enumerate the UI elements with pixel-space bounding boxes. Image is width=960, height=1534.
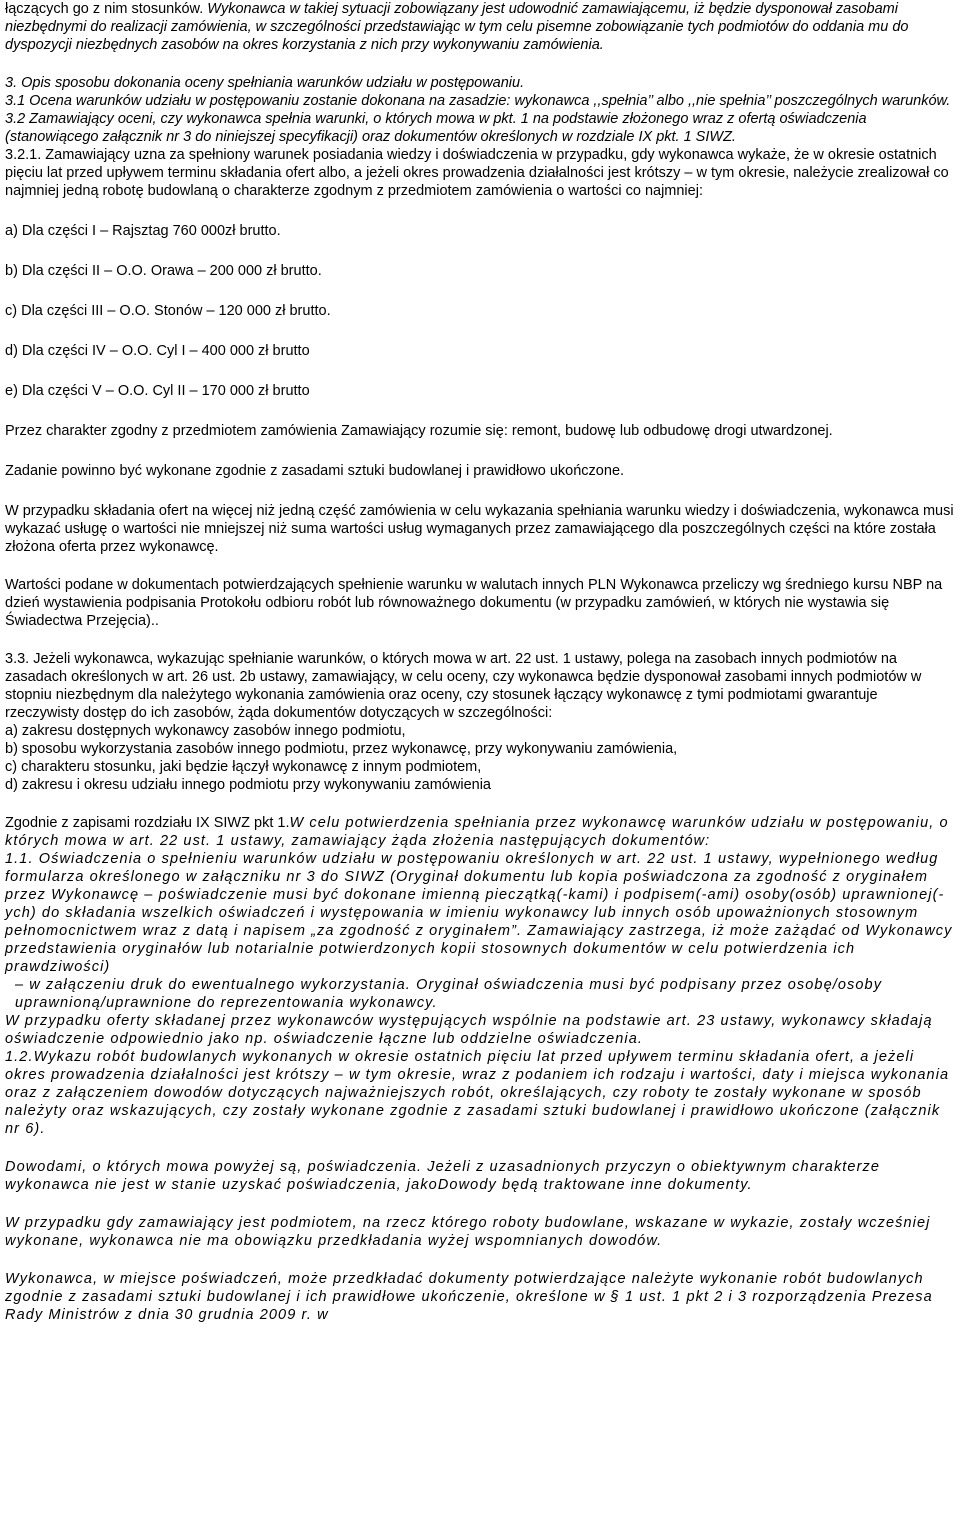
document-page bbox=[5, 0, 955, 1324]
section-3-2-text: 3.2 Zamawiający oceni, czy wykonawca spełnia warunki, o których mowa w pkt. 1 na podstawie złożonego wraz z ofertą oświadczenia (stanowiącego załącznik nr 3 do niniejszej specyfikacji) oraz dokumentów określonych w rozdziale IX pkt. 1 SIWZ. bbox=[5, 111, 867, 145]
siwz-lead-text: W celu potwierdzenia spełniania przez wykonawcę warunków udziału w postępowaniu, o których mowa w art. 22 ust. 1 ustawy, zamawiający żąda złożenia następujących dokumentów: bbox=[5, 815, 949, 849]
podmiot-paragraph: W przypadku gdy zamawiający jest podmiotem, na rzecz którego roboty budowlane, wskazane w wykazie, zostały wcześniej wykonane, wykonawca nie ma obowiązku przedkładania wyżej wspomnianych dowodów. bbox=[5, 1215, 931, 1249]
list-item: d) zakresu i okresu udziału innego podmiotu przy wykonywaniu zamówienia bbox=[5, 777, 491, 793]
section-3-3-text: 3.3. Jeżeli wykonawca, wykazując spełnianie warunków, o których mowa w art. 22 ust. 1 ustawy, polega na zasobach innych podmiotów na zasadach określonych w art. 26 ust. 2b ustawy, zamawiający, w celu oceny, czy wykonawca będzie dysponował zasobami innych podmiotów w stopniu niezbędnym dla należytego wykonania zamówienia oraz oceny, czy stosunek łączący wykonawcę z tymi podmiotami gwarantuje rzeczywisty dostęp do ich zasobów, żąda dokumentów dotyczących w szczególności: bbox=[5, 651, 922, 721]
part-a: a) Dla części I – Rajsztag 760 000zł brutto. bbox=[5, 223, 281, 239]
intro-italic-text: Wykonawca w takiej sytuacji zobowiązany jest udowodnić zamawiającemu, iż będzie dysponował zasobami niezbędnymi do realizacji zamówienia, w szczególności przedstawiając w tym celu pisemne zobowiązanie tych podmiotów do oddania mu do dyspozycji niezbędnych zasobów na okres korzystania z nich przy wykonywaniu zamówienia. bbox=[5, 1, 909, 53]
intro-fragment: łączących go z nim stosunków. bbox=[5, 1, 208, 17]
wiecej-czesci-paragraph: W przypadku składania ofert na więcej niż jedną część zamówienia w celu wykazania spełniania warunku wiedzy i doświadczenia, wykonawca musi wykazać usługę o wartości nie mniejszej niż suma wartości usług wymaganych przez zamawiającego dla poszczególnych części na które została złożona oferta przez wykonawcę. bbox=[5, 503, 954, 555]
siwz-prefix: Zgodnie z zapisami rozdziału IX SIWZ pkt 1. bbox=[5, 815, 290, 831]
list-item: a) zakresu dostępnych wykonawcy zasobów innego podmiotu, bbox=[5, 723, 406, 739]
point-1-1-text: 1.1. Oświadczenia o spełnieniu warunków udziału w postępowaniu określonych w art. 22 ust. 1 ustawy, wypełnionego według formularza określonego w załączniku nr 3 do SIWZ (Oryginał dokumentu lub kopia poświadczona za zgodność z oryginałem przez Wykonawcę – poświadczenie musi być dokonane imienną pieczątką(-kami) i podpisem(-ami) osoby(osób) uprawnionej(-ych) do składania wszelkich oświadczeń i występowania w imieniu wykonawcy lub innych osób upoważnionych stosownym pełnomocnictwem wraz z datą i napisem „za zgodność z oryginałem”. Zamawiający zastrzega, iż może zażądać od Wykonawcy przedstawienia oryginałów lub notarialnie potwierdzonych kopii stosownych dokumentów w celu potwierdzenia ich prawdziwości) bbox=[5, 851, 953, 975]
list-item: b) sposobu wykorzystania zasobów innego podmiotu, przez wykonawcę, przy wykonywaniu zamówienia, bbox=[5, 741, 678, 757]
zadanie-paragraph: Zadanie powinno być wykonane zgodnie z zasadami sztuki budowlanej i prawidłowo ukończone. bbox=[5, 463, 625, 479]
waluty-paragraph: Wartości podane w dokumentach potwierdzających spełnienie warunku w walutach innych PLN Wykonawca przeliczy wg średniego kursu NBP na dzień wystawienia podpisania Protokołu odbioru robót lub równoważnego dokumentu (w przypadku zamówień, w których nie wystawia się Świadectwa Przejęcia).. bbox=[5, 577, 943, 629]
point-1-1-joint-offer: W przypadku oferty składanej przez wykonawców występujących wspólnie na podstawie art. 23 ustawy, wykonawcy składają oświadczenie odpowiednio jako np. oświadczenie łączne lub oddzielne oświadczenia. bbox=[5, 1013, 933, 1047]
list-item: c) charakteru stosunku, jaki będzie łączył wykonawcę z innym podmiotem, bbox=[5, 759, 482, 775]
section-3-1-text: 3.1 Ocena warunków udziału w postępowaniu zostanie dokonana na zasadzie: wykonawca ,,spełnia’’ albo ,,nie spełnia’’ poszczególnych warunków. bbox=[5, 93, 951, 109]
part-b: b) Dla części II – O.O. Orawa – 200 000 zł brutto. bbox=[5, 263, 322, 279]
charakter-paragraph: Przez charakter zgodny z przedmiotem zamówienia Zamawiający rozumie się: remont, budowę lub odbudowę drogi utwardzonej. bbox=[5, 423, 833, 439]
part-c: c) Dla części III – O.O. Stonów – 120 000 zł brutto. bbox=[5, 303, 331, 319]
section-3-heading: 3. Opis sposobu dokonania oceny spełniania warunków udziału w postępowaniu. bbox=[5, 75, 525, 91]
intro-paragraph bbox=[5, 0, 955, 54]
dowodami-paragraph: Dowodami, o których mowa powyżej są, poświadczenia. Jeżeli z uzasadnionych przyczyn o obiektywnym charakterze wykonawca nie jest w stanie uzyskać poświadczenia, jakoDowody będą traktowane inne dokumenty. bbox=[5, 1159, 881, 1193]
section-3-2-1-text: 3.2.1. Zamawiający uzna za spełniony warunek posiadania wiedzy i doświadczenia w przypadku, gdy wykonawca wykaże, że w okresie ostatnich pięciu lat przed upływem terminu składania ofert albo, a jeżeli okres prowadzenia działalności jest krótszy – w tym okresie, należycie zrealizował co najmniej jedną robotę budowlaną o charakterze zgodnym z przedmiotem zamówienia o wartości co najmniej: bbox=[5, 147, 949, 199]
part-d: d) Dla części IV – O.O. Cyl I – 400 000 zł brutto bbox=[5, 343, 310, 359]
point-1-2-text: 1.2.Wykazu robót budowlanych wykonanych w okresie ostatnich pięciu lat przed upływem terminu składania ofert, a jeżeli okres prowadzenia działalności jest krótszy – w tym okresie, wraz z podaniem ich rodzaju i wartości, daty i miejsca wykonania oraz z załączeniem dowodów dotyczących najważniejszych robót, określających, czy roboty te zostały wykonane w sposób należyty oraz wskazujących, czy zostały wykonane zgodnie z zasadami sztuki budowlanej i prawidłowo ukończone (załącznik nr 6). bbox=[5, 1049, 950, 1137]
point-1-1-continuation: – w załączeniu druk do ewentualnego wykorzystania. Oryginał oświadczenia musi być podpisany przez osobę/osoby uprawnioną/uprawnione do reprezentowania wykonawcy. bbox=[15, 977, 883, 1011]
w-miejsce-paragraph: Wykonawca, w miejsce poświadczeń, może przedkładać dokumenty potwierdzające należyte wykonanie robót budowlanych zgodnie z zasadami sztuki budowlanej i ich prawidłowe ukończenie, określone w § 1 ust. 1 pkt 2 i 3 rozporządzenia Prezesa Rady Ministrów z dnia 30 grudnia 2009 r. w bbox=[5, 1271, 933, 1323]
part-e: e) Dla części V – O.O. Cyl II – 170 000 zł brutto bbox=[5, 383, 310, 399]
siwz-lead-paragraph bbox=[5, 814, 955, 850]
